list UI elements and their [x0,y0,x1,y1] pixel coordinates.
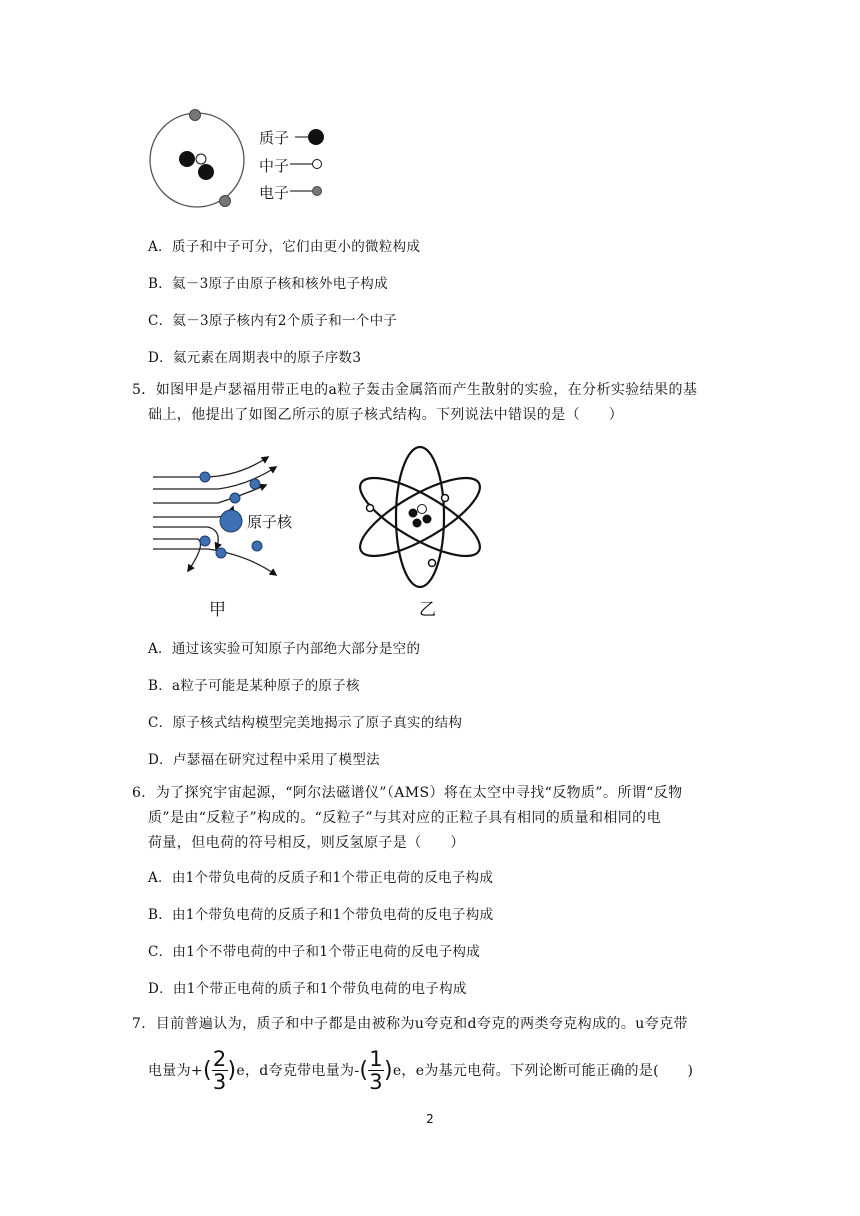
fraction-denominator: 3 [369,1069,383,1094]
q6-stem-line: 荷量，但电荷的符号相反，则反氢原子是（ ） [148,835,465,851]
fraction-denominator: 3 [212,1069,227,1094]
q6-stem-line: 质”是由“反粒子”构成的。“反粒子”与其对应的正粒子具有相同的质量和相同的电 [148,810,661,826]
fraction-one-third [368,1048,384,1093]
alpha-particle [200,536,210,546]
legend-electron-label: 电子 [259,184,290,202]
electron-dot [220,196,231,207]
electron-dot [442,495,449,502]
nucleus-particle [409,509,418,518]
nucleus [220,510,242,532]
q5-option-d: D．卢瑟福在研究过程中采用了模型法 [148,752,380,768]
alpha-particle [250,479,260,489]
electron-dot [190,110,201,121]
orbit [396,447,444,587]
electron-dot [429,560,436,567]
nucleus-particle [423,515,432,524]
legend-neutron-symbol [313,160,322,169]
q5-option-a: A．通过该实验可知原子内部绝大部分是空的 [148,641,421,657]
q5-option-b: B．a粒子可能是某种原子的原子核 [148,678,360,694]
fraction-two-thirds [212,1048,228,1093]
figure-a-caption: 甲 [209,600,226,620]
figure-b-caption: 乙 [419,600,436,620]
legend-neutron-label: 中子 [259,157,290,175]
q7-stem-line-2 [148,1040,693,1100]
q6-stem [132,781,732,856]
q6-option-d: D．由1个带正电荷的质子和1个带负电荷的电子构成 [148,981,467,997]
fraction-numerator: 2 [212,1046,227,1071]
alpha-particle [230,493,240,503]
q4-option-d: D．氦元素在周期表中的原子序数3 [148,350,362,366]
fraction-numerator: 1 [369,1046,383,1071]
neutron-dot [196,154,206,164]
close-paren: ) [227,1057,237,1083]
close-paren: ) [383,1057,393,1083]
proton-dot [179,151,195,167]
q4-option-b: B．氦－3原子由原子核和核外电子构成 [148,276,388,292]
q7-text: e，e为基元电荷。下列论断可能正确的是( ) [392,1063,694,1079]
q7-text: e，d夸克带电量为- [236,1063,360,1079]
alpha-particle [216,548,226,558]
q7-stem-line: 7．目前普遍认为，质子和中子都是由被称为u夸克和d夸克的两类夸克构成的。u夸克带 [132,1016,688,1032]
legend-proton-symbol [308,129,324,145]
q5-stem [132,378,732,428]
q4-option-a: A．质子和中子可分，它们由更小的微粒构成 [148,239,421,255]
orbit [350,464,490,570]
alpha-particle [252,541,262,551]
q7-stem [132,1012,732,1037]
page-number: 2 [426,1112,434,1126]
q6-stem-line: 6．为了探究宇宙起源，“阿尔法磁谱仪”（AMS）将在太空中寻找“反物质”。所谓“反物 [132,785,683,801]
q6-option-a: A．由1个带负电荷的反质子和1个带正电荷的反电子构成 [148,870,494,886]
legend-proton-label: 质子 [259,129,290,147]
open-paren: ( [202,1057,212,1083]
q6-option-b: B．由1个带负电荷的反质子和1个带负电荷的反电子构成 [148,907,494,923]
proton-dot [198,164,214,180]
helium-atom-figure [140,108,350,218]
q5-stem-line: 础上，他提出了如图乙所示的原子核式结构。下列说法中错误的是（ ） [148,407,624,423]
open-paren: ( [359,1057,369,1083]
orbit [350,464,490,570]
q4-option-c: C．氦－3原子核内有2个质子和一个中子 [148,313,398,329]
q6-option-c: C．由1个不带电荷的中子和1个带正电荷的反电子构成 [148,944,481,960]
q5-option-c: C．原子核式结构模型完美地揭示了原子真实的结构 [148,715,463,731]
legend-electron-symbol [313,187,322,196]
electron-dot [367,505,374,512]
nucleus-particle [413,519,422,528]
q7-text: 电量为+ [148,1063,203,1079]
nucleus-label: 原子核 [247,513,293,531]
q5-stem-line: 5．如图甲是卢瑟福用带正电的a粒子轰击金属箔而产生散射的实验，在分析实验结果的基 [132,382,698,398]
atom-model-figure [350,445,490,590]
nucleus-particle [418,505,427,514]
alpha-particle [200,472,210,482]
